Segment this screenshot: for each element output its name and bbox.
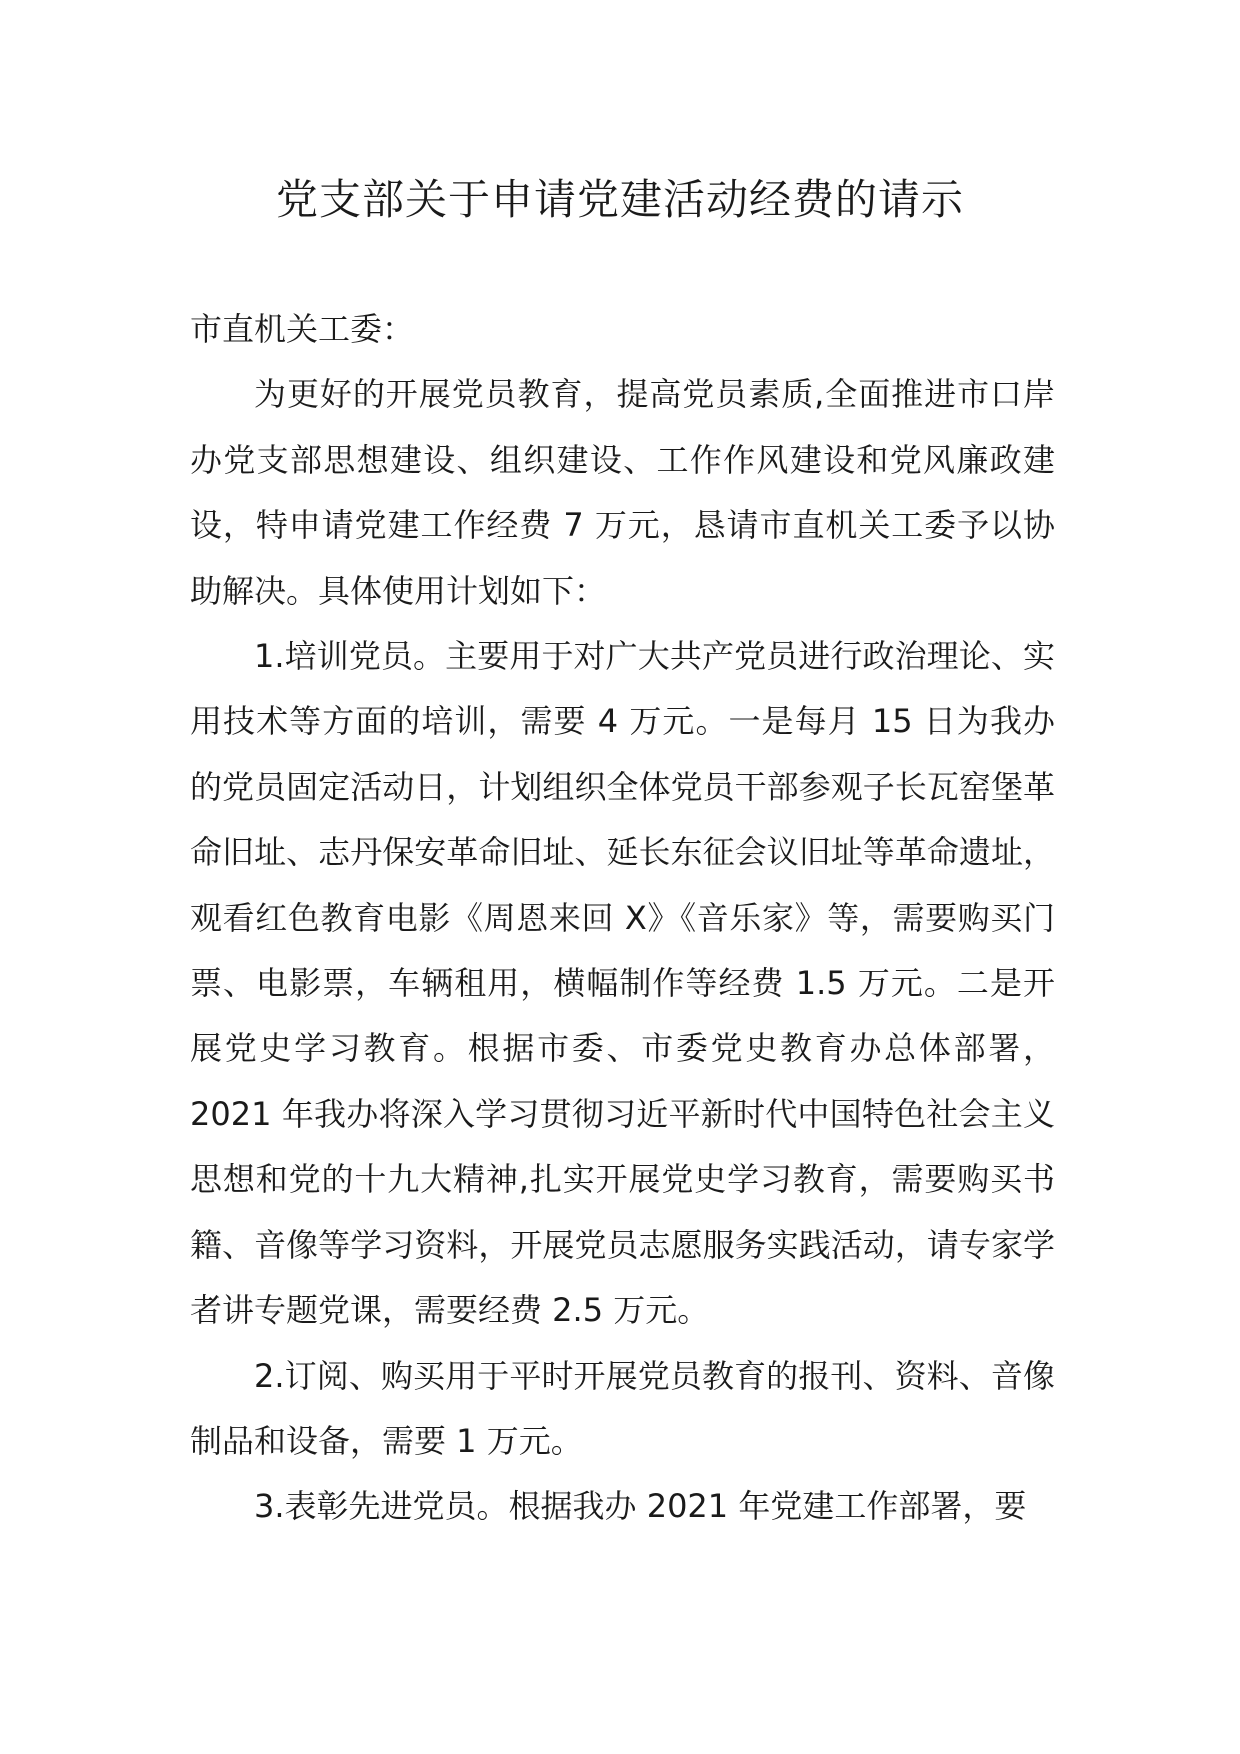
salutation: 市直机关工委： xyxy=(190,310,415,348)
document-title: 党支部关于申请党建活动经费的请示 xyxy=(275,175,964,224)
paragraph-item-1: 1.培训党员。主要用于对广大共产党员进行政治理论、实用技术等方面的培训，需要 4 万元。一是每月 15 日为我办的党员固定活动日，计划组织全体党员干部参观子长瓦窑堡革命旧址、志丹保安革命旧址、延长东征会议旧址等革命遗址，观看红色教育电影《周恩来回 X》《音乐家》等，需要购买门票、电影票，车辆租用，横幅制作等经费 1.5 万元。二是开展党史学习教育。根据市委、市委党史教育办总体部署，2021 年我办将深入学习贯彻习近平新时代中国特色社会主义思想和党的十九大精神,扎实开展党史学习教育，需要购买书籍、音像等学习资料，开展党员志愿服务实践活动，请专家学者讲专题党课，需要经费 2.5 万元。 xyxy=(190,637,1055,1330)
paragraph-intro: 为更好的开展党员教育，提高党员素质,全面推进市口岸办党支部思想建设、组织建设、工作作风建设和党风廉政建设，特申请党建工作经费 7 万元，恳请市直机关工委予以协助解决。具体使用计划如下： xyxy=(190,375,1055,610)
document-body xyxy=(190,297,1055,1540)
paragraph-item-3: 3.表彰先进党员。根据我办 2021 年党建工作部署，要 xyxy=(254,1487,1027,1526)
paragraph-item-2: 2.订阅、购买用于平时开展党员教育的报刊、资料、音像制品和设备，需要 1 万元。 xyxy=(190,1356,1055,1460)
